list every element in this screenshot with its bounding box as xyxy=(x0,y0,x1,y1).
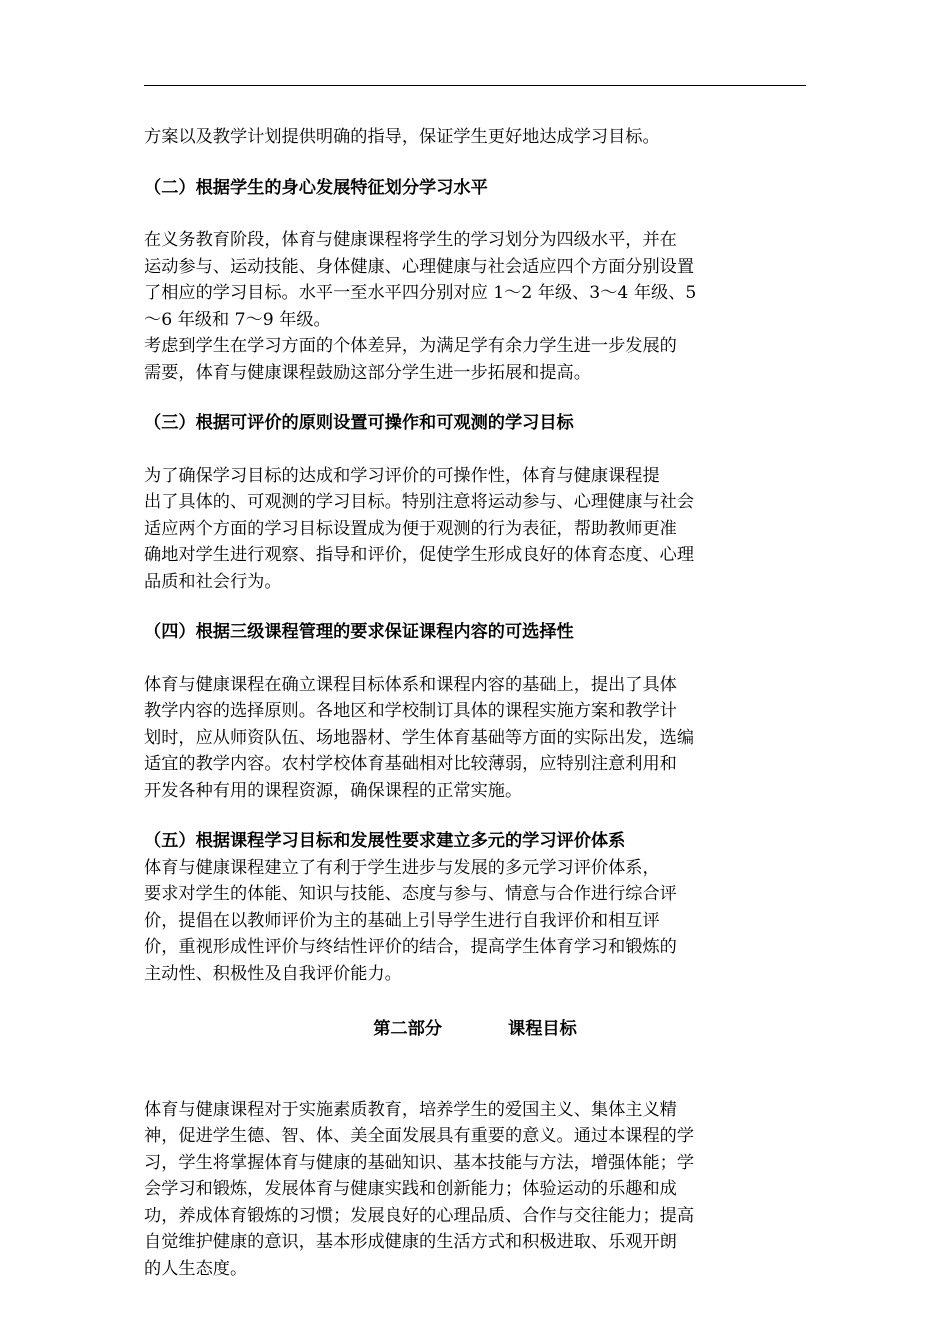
paragraph-evaluation-system: 体育与健康课程建立了有利于学生进步与发展的多元学习评价体系， 要求对学生的体能、知识与技能、态度与参与、情意与合作进行综合评 价，提倡在以教师评价为主的基础上引导学生进行自我评价和相互评 价，重视形成性评价与终结性评价的结合，提高学生体育学习和锻炼的 主动性、积极性及自我评价能力。 xyxy=(144,857,677,984)
paragraph-content-selection: 体育与健康课程在确立课程目标体系和课程内容的基础上，提出了具体 教学内容的选择原则。各地区和学校制订具体的课程实施方案和教学计 划时，应从师资队伍、场地器材、学生体育基础等方面的实际出发，选编 适宜的教学内容。农村学校体育基础相对比较薄弱，应特别注意利用和 开发各种有用的课程资源，确保课程的正常实施。 xyxy=(144,674,695,801)
paragraph-course-goals: 体育与健康课程对于实施素质教育，培养学生的爱国主义、集体主义精 神，促进学生德、智、体、美全面发展具有重要的意义。通过本课程的学 习，学生将掌握体育与健康的基础知识、基本技能与方法，增强体能；学 会学习和锻炼，发展体育与健康实践和创新能力；体验运动的乐趣和成 功，养成体育锻炼的习惯；发展良好的心理品质、合作与交往能力；提高 自觉维护健康的意识，基本形成健康的生活方式和积极进取、乐观开朗 的人生态度。 xyxy=(144,1099,695,1279)
paragraph-individual-differences: 考虑到学生在学习方面的个体差异，为满足学有余力学生进一步发展的 需要，体育与健康课程鼓励这部分学生进一步拓展和提高。 xyxy=(144,336,677,383)
section-heading-2: （二）根据学生的身心发展特征划分学习水平 xyxy=(144,177,488,198)
paragraph-learning-levels: 在义务教育阶段，体育与健康课程将学生的学习划分为四级水平，并在 运动参与、运动技能、身体健康、心理健康与社会适应四个方面分别设置 了相应的学习目标。水平一至水平四分别对应 1～2 年级、3～4 年级、5 ～6 年级和 7～9 年级。 xyxy=(144,230,697,330)
section-heading-4: （四）根据三级课程管理的要求保证课程内容的可选择性 xyxy=(144,622,574,642)
header-rule xyxy=(144,85,806,86)
paragraph-continuation: 方案以及教学计划提供明确的指导，保证学生更好地达成学习目标。 xyxy=(144,127,660,147)
section-heading-3: （三）根据可评价的原则设置可操作和可观测的学习目标 xyxy=(144,413,574,433)
section-heading-5: （五）根据课程学习目标和发展性要求建立多元的学习评价体系 xyxy=(144,831,626,851)
paragraph-observable-goals: 为了确保学习目标的达成和学习评价的可操作性，体育与健康课程提 出了具体的、可观测的学习目标。特别注意将运动参与、心理健康与社会 适应两个方面的学习目标设置成为便于观测的行为表征，帮助教师更准 确地对学生进行观察、指导和评价，促使学生形成良好的体育态度、心理 品质和社会行为。 xyxy=(144,465,695,592)
part-title: 第二部分 课程目标 xyxy=(373,1019,577,1039)
document-body xyxy=(144,124,806,1282)
